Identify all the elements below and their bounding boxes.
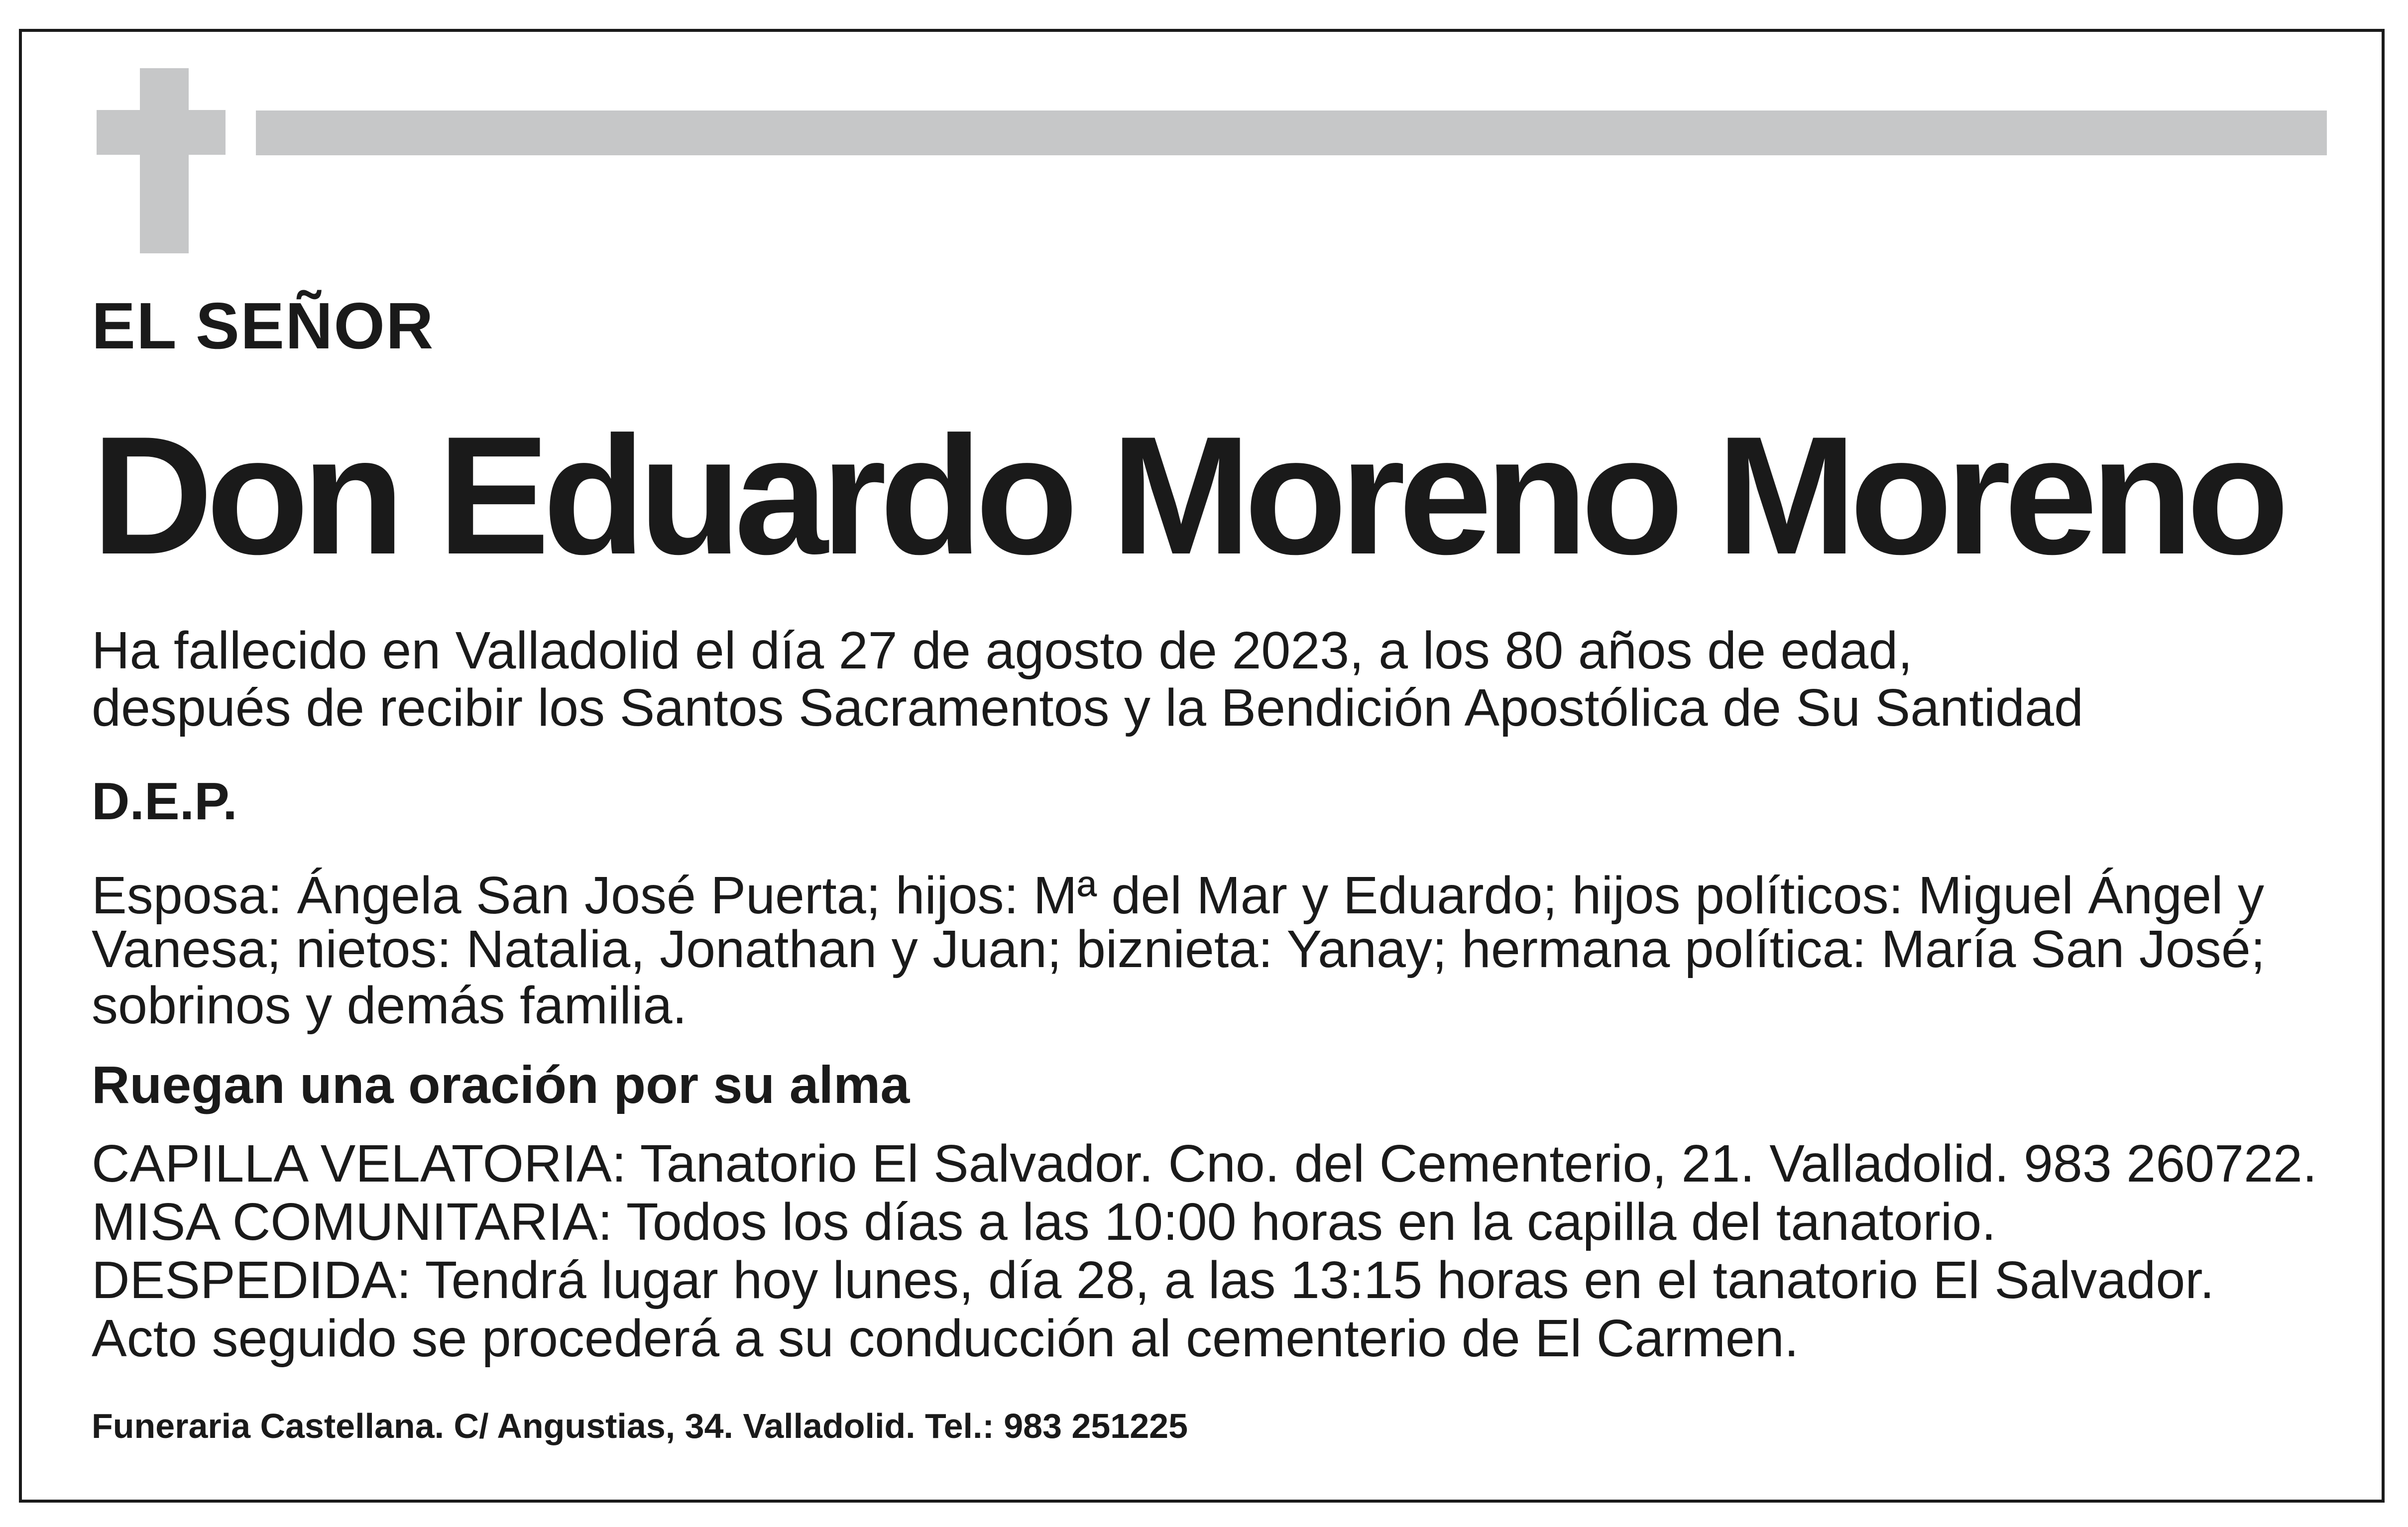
family-line: Esposa: Ángela San José Puerta; hijos: Mª del Mar y Eduardo; hijos políticos: Miguel Ángel y bbox=[92, 866, 2264, 925]
rip-abbreviation: D.E.P. bbox=[92, 772, 237, 831]
deceased-name: Don Eduardo Moreno Moreno bbox=[92, 401, 2283, 589]
prayer-request: Ruegan una oración por su alma bbox=[92, 1056, 910, 1114]
header-rule bbox=[256, 110, 2327, 155]
service-line: MISA COMUNITARIA: Todos los días a las 10:00 horas en la capilla del tanatorio. bbox=[92, 1193, 1996, 1251]
family-line: sobrinos y demás familia. bbox=[92, 976, 687, 1035]
death-announcement-line: Ha fallecido en Valladolid el día 27 de agosto de 2023, a los 80 años de edad, bbox=[92, 621, 1913, 680]
cross-icon-vertical-beam bbox=[140, 68, 189, 253]
honorific-title: EL SEÑOR bbox=[92, 289, 435, 362]
funeral-home-info: Funeraria Castellana. C/ Angustias, 34. Valladolid. Tel.: 983 251225 bbox=[92, 1407, 1188, 1445]
family-line: Vanesa; nietos: Natalia, Jonathan y Juan; biznieta: Yanay; hermana política: María San José; bbox=[92, 920, 2266, 979]
service-line: CAPILLA VELATORIA: Tanatorio El Salvador. Cno. del Cementerio, 21. Valladolid. 983 260722. bbox=[92, 1134, 2317, 1193]
service-line: DESPEDIDA: Tendrá lugar hoy lunes, día 28, a las 13:15 horas en el tanatorio El Salvador. bbox=[92, 1251, 2215, 1309]
cross-icon-horizontal-beam bbox=[97, 110, 226, 155]
death-announcement-line: después de recibir los Santos Sacramentos y la Bendición Apostólica de Su Santidad bbox=[92, 678, 2083, 737]
service-line: Acto seguido se procederá a su conducción al cementerio de El Carmen. bbox=[92, 1309, 1799, 1368]
